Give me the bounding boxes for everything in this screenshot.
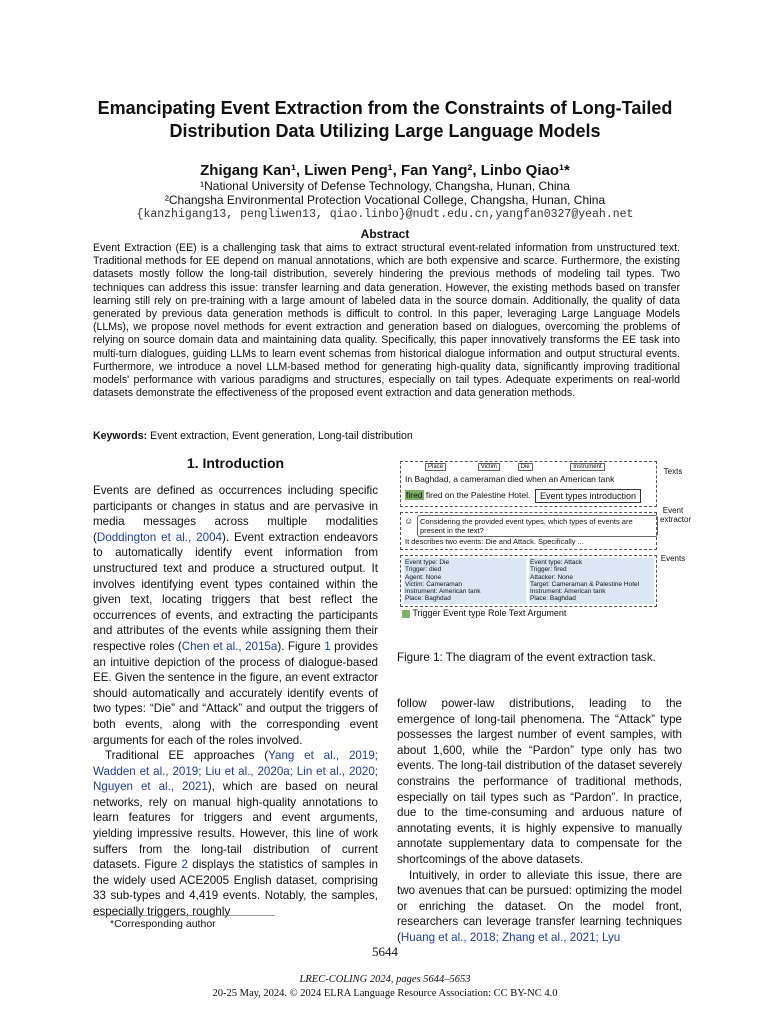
legend-swatch-trigger xyxy=(402,610,410,618)
citation-link[interactable]: Yang et al., 2019; Wadden et al., 2019; Liu et al., 2020a; Lin et al., 2020; Nguyen et al., 2021 xyxy=(93,749,378,794)
event-die-card xyxy=(404,558,526,604)
right-paragraph-2 xyxy=(397,868,682,946)
abstract-heading: Abstract xyxy=(360,227,410,241)
venue-line-1: LREC-COLING 2024, pages 5644–5653 xyxy=(299,974,471,985)
text: ). Figure xyxy=(277,639,325,653)
trigger-fired: fired xyxy=(406,490,423,500)
text: provides an intuitive depiction of the process of dialogue-based EE. Given the sentence in the figure, an event extractor should automatically and accurately identify events of two types: “Die” and “Attack” and output the triggers of both events, along with the corresponding event arguments for each of the roles involved. xyxy=(93,639,378,747)
role-labels xyxy=(405,464,655,470)
figure-1 xyxy=(398,457,692,619)
text: Traditional EE approaches ( xyxy=(105,749,269,763)
side-label-events: Events xyxy=(660,554,686,563)
footnote: *Corresponding author xyxy=(110,918,216,930)
field: Instrument: American tank xyxy=(405,588,481,596)
label-place: Place xyxy=(425,463,446,471)
text: Intuitively, in order to alleviate this issue, there are two avenues that can be pursued: optimizing the model or enriching the dataset. On the model front, researchers can leverage transfer learning techniques ( xyxy=(397,868,682,944)
field: Instrument: American tank xyxy=(530,588,606,596)
field: Attacker: None xyxy=(530,573,573,581)
side-label-texts: Texts xyxy=(663,467,683,476)
text: displays the statistics of samples in the widely used ACE2005 English dataset, comprising 33 sub-types and 4,419 events. Notably, the samples, especially triggers, roughly xyxy=(93,858,378,919)
sentence-2 xyxy=(405,490,530,500)
question-bubble: Considering the provided event types, which types of events are present in the text? xyxy=(417,515,658,537)
figure-legend xyxy=(402,608,566,618)
venue-line-2: 20-25 May, 2024. © 2024 ELRA Language Resource Association: CC BY-NC 4.0 xyxy=(212,988,558,999)
authors: Zhigang Kan¹, Liwen Peng¹, Fan Yang², Linbo Qiao¹* xyxy=(200,162,570,179)
robot-icon: ☺ xyxy=(404,516,414,526)
abstract-text: Event Extraction (EE) is a challenging task that aims to extract structural event-related information from unstructured text. Traditional methods for EE depend on manual annotations, which are both expensive and scarce. Furthermore, the existing datasets mostly follow the long-tail distribution, severely hindering the previous methods of modeling tail types. Two techniques can address this issue: transfer learning and data generation. However, the existing methods based on transfer learning still rely on pre-training with a large amount of labeled data in the source domain. Additionally, the quality of data generated by previous data generation methods is difficult to control. In this paper, leveraging Large Language Models (LLMs), we propose novel methods for event extraction and generation based on dialogues, overcoming the problems of relying on source domain data and maintaining data quality. Specifically, this paper innovatively transforms the EE task into multi-turn dialogues, guiding LLMs to learn event schemas from historical dialogue information and output structural events. Furthermore, we introduce a novel LLM-based method for generating high-quality data, significantly improving traditional models' performance with various paradigms and structures, especially on tail types. Adequate experiments on real-world datasets demonstrate the effectiveness of the proposed event extraction and data generation methods. xyxy=(93,242,680,400)
field: Trigger: died xyxy=(405,566,442,574)
affiliation-2: ²Changsha Environmental Protection Vocational College, Changsha, Hunan, China xyxy=(164,193,606,207)
right-paragraph-1: follow power-law distributions, leading to the emergence of long-tail phenomena. The “Attack” type possesses the largest number of event samples, with about 1,600, while the “Pardon” type only has two events. The long-tail distribution of the dataset severely constrains the performance of traditional methods, especially on tail types such as “Pardon”. In practice, due to the time-consuming and arduous nature of annotating events, it is highly expensive to manually annotate supplementary data to compensate for the shortcomings of the above datasets. xyxy=(397,697,682,866)
citation-link[interactable]: Huang et al., 2018; Zhang et al., 2021; Lyu xyxy=(400,930,621,944)
venue-info xyxy=(0,973,770,1001)
texts-box xyxy=(400,461,657,507)
event-types-intro-button: Event types introduction xyxy=(535,489,641,503)
text: Events are defined as occurrences including specific participants or changes in status and are pervasive in media messages across multiple modalities ( xyxy=(93,484,378,544)
figure-caption: Figure 1: The diagram of the event extraction task. xyxy=(397,651,656,664)
keywords-label: Keywords: xyxy=(93,430,148,442)
answer-text: It describes two events: Die and Attack. Specifically ... xyxy=(405,537,584,546)
citation-link[interactable]: Chen et al., 2015a xyxy=(181,639,278,653)
intro-paragraph-1 xyxy=(93,483,378,748)
right-column xyxy=(397,696,682,946)
field: Place: Baghdad xyxy=(405,595,451,603)
label-victim: Victim xyxy=(478,463,500,471)
affiliation-1: ¹National University of Defense Technology, Changsha, Hunan, China xyxy=(200,179,570,193)
title-line-1: Emancipating Event Extraction from the Constraints of Long-Tailed xyxy=(97,98,673,118)
text: ). Event extraction endeavors to automatically identify event information from unstructured text and produce a structured output. It involves identifying event types contained within the given text, locating triggers that best reflect the occurrences of events, and extracting the participants and attributes of the events while assigning them their respective roles ( xyxy=(93,530,378,653)
section-heading: 1. Introduction xyxy=(186,455,285,471)
field: Victim: Cameraman xyxy=(405,580,462,588)
side-labels xyxy=(660,467,692,563)
figure-ref-link[interactable]: 2 xyxy=(181,858,188,872)
label-instrument: Instrument xyxy=(570,463,604,471)
text: ), which are based on neural networks, rely on manual high-quality annotations to learn features for triggers and event arguments, yielding impressive results. However, this line of work suffers from the long-tail distribution of current datasets. Figure xyxy=(93,780,378,872)
field: Trigger: fired xyxy=(530,566,567,574)
footnote-rule xyxy=(93,915,275,916)
title-line-2: Distribution Data Utilizing Large Language Models xyxy=(169,121,601,141)
keywords-text: Event extraction, Event generation, Long-tail distribution xyxy=(150,430,413,442)
dialogue-box xyxy=(400,512,657,550)
keywords xyxy=(93,430,680,442)
paper-title xyxy=(60,97,710,143)
event-attack-card xyxy=(529,558,654,604)
sentence-1: In Baghdad, a cameraman died when an American tank xyxy=(405,474,615,484)
field: Event type: Die xyxy=(405,559,450,566)
emails: {kanzhigang13, pengliwen13, qiao.linbo}@nudt.edu.cn,yangfan0327@yeah.net xyxy=(136,208,634,221)
field: Event type: Attack xyxy=(530,559,583,566)
left-column xyxy=(93,483,378,920)
side-label-extractor: Event extractor xyxy=(660,506,692,524)
intro-paragraph-2 xyxy=(93,748,378,920)
events-box xyxy=(400,555,657,607)
figure-ref-link[interactable]: 1 xyxy=(324,639,331,653)
sentence-2-text: fired on the Palestine Hotel. xyxy=(425,490,531,500)
page-number: 5644 xyxy=(372,944,398,959)
citation-link[interactable]: Doddington et al., 2004 xyxy=(96,530,222,544)
legend-text: Trigger Event type Role Text Argument xyxy=(412,608,567,618)
field: Target: Cameraman & Palestine Hotel xyxy=(530,580,640,588)
field: Place: Baghdad xyxy=(530,595,576,603)
field: Agent: None xyxy=(405,573,442,581)
label-die: Die xyxy=(518,463,533,471)
